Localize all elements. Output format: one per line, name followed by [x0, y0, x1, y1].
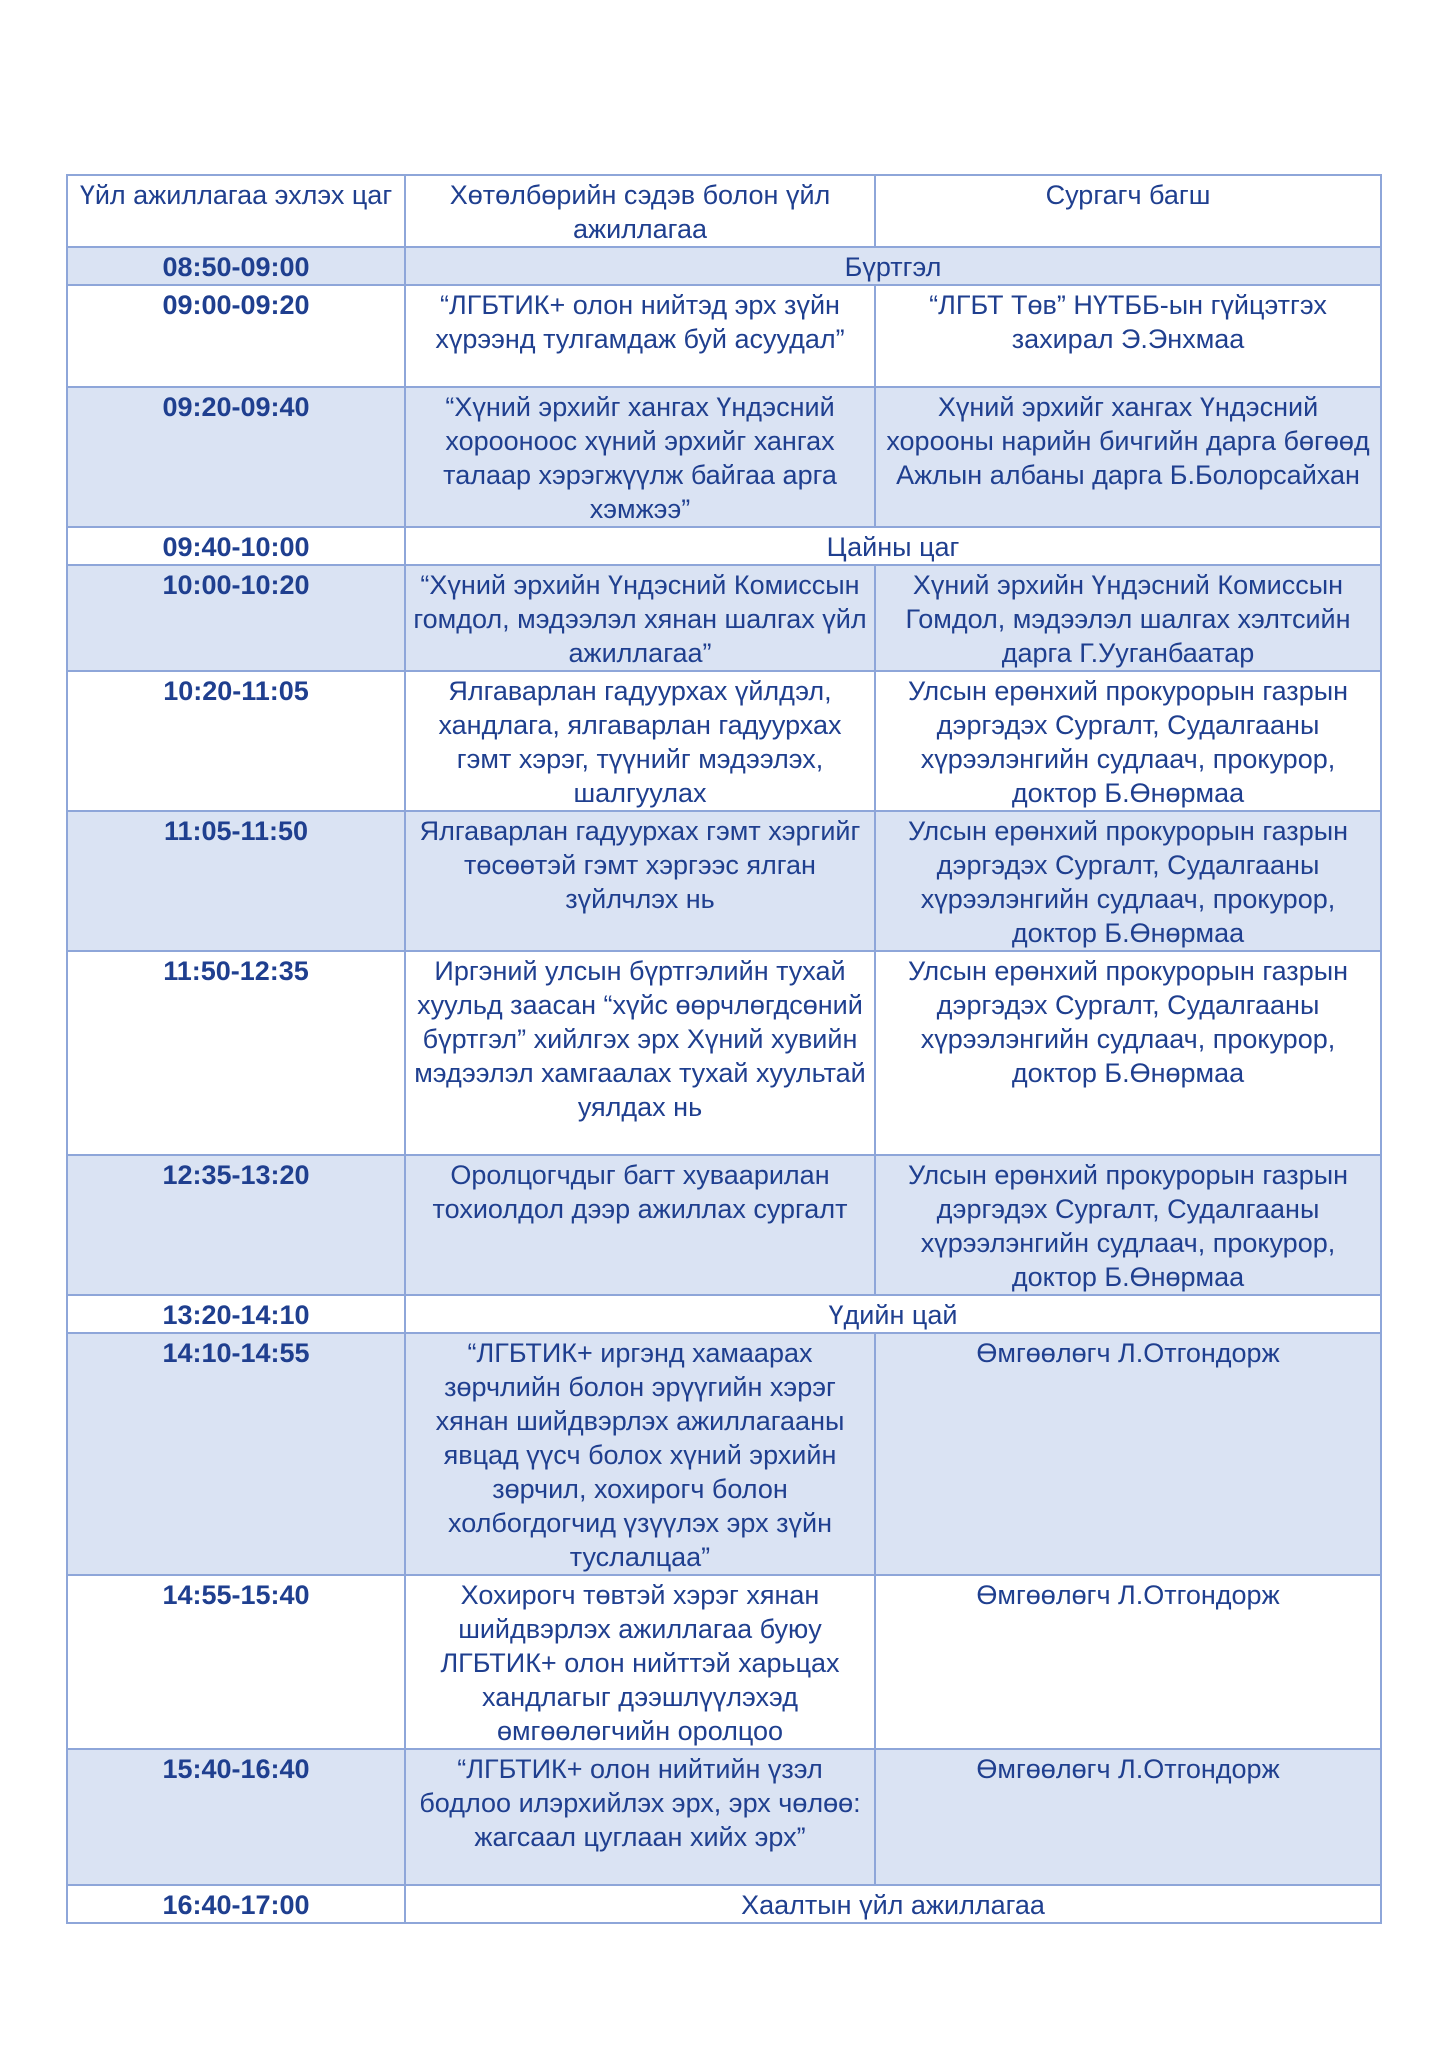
topic-cell: “ЛГБТИК+ олон нийтэд эрх зүйн хүрээнд тулгамдаж буй асуудал” [405, 285, 875, 387]
topic-cell: Ялгаварлан гадуурхах үйлдэл, хандлага, ялгаварлан гадуурхах гэмт хэрэг, түүнийг мэдээлэх, шалгуулах [405, 671, 875, 811]
topic-cell: “Хүний эрхийг хангах Үндэсний хорооноос хүний эрхийг хангах талаар хэрэгжүүлж байгаа арга хэмжээ” [405, 387, 875, 527]
table-row [67, 1575, 1381, 1749]
trainer-cell: Хүний эрхийг хангах Үндэсний хорооны нарийн бичгийн дарга бөгөөд Ажлын албаны дарга Б.Болорсайхан [875, 387, 1381, 527]
time-cell: 09:40-10:00 [67, 527, 405, 565]
table-row [67, 1333, 1381, 1575]
time-cell: 11:05-11:50 [67, 811, 405, 951]
table-row [67, 1295, 1381, 1333]
time-cell: 12:35-13:20 [67, 1155, 405, 1295]
table-row [67, 247, 1381, 285]
time-cell: 10:20-11:05 [67, 671, 405, 811]
time-cell: 13:20-14:10 [67, 1295, 405, 1333]
time-cell: 16:40-17:00 [67, 1885, 405, 1923]
table-row [67, 951, 1381, 1155]
trainer-cell: Өмгөөлөгч Л.Отгондорж [875, 1333, 1381, 1575]
trainer-cell: Улсын ерөнхий прокурорын газрын дэргэдэх Сургалт, Судалгааны хүрээлэнгийн судлаач, прокурор, доктор Б.Өнөрмаа [875, 811, 1381, 951]
time-cell: 09:20-09:40 [67, 387, 405, 527]
topic-cell: Оролцогчдыг багт хуваарилан тохиолдол дээр ажиллах сургалт [405, 1155, 875, 1295]
topic-cell: Иргэний улсын бүртгэлийн тухай хуульд заасан “хүйс өөрчлөгдсөний бүртгэл” хийлгэх эрх Хүний хувийн мэдээлэл хамгаалах тухай хуультай уялдах нь [405, 951, 875, 1155]
table-row [67, 811, 1381, 951]
table-row [67, 285, 1381, 387]
table-row [67, 671, 1381, 811]
topic-cell: Ялгаварлан гадуурхах гэмт хэргийг төсөөтэй гэмт хэргээс ялган зүйлчлэх нь [405, 811, 875, 951]
trainer-cell: Улсын ерөнхий прокурорын газрын дэргэдэх Сургалт, Судалгааны хүрээлэнгийн судлаач, прокурор, доктор Б.Өнөрмаа [875, 951, 1381, 1155]
activity-cell: Цайны цаг [405, 527, 1381, 565]
trainer-cell: Өмгөөлөгч Л.Отгондорж [875, 1749, 1381, 1885]
time-cell: 11:50-12:35 [67, 951, 405, 1155]
table-row [67, 527, 1381, 565]
activity-cell: Үдийн цай [405, 1295, 1381, 1333]
header-trainer: Сургагч багш [875, 175, 1381, 247]
time-cell: 09:00-09:20 [67, 285, 405, 387]
table-row [67, 1885, 1381, 1923]
table-row [67, 387, 1381, 527]
time-cell: 14:10-14:55 [67, 1333, 405, 1575]
table-row [67, 1155, 1381, 1295]
topic-cell: Хохирогч төвтэй хэрэг хянан шийдвэрлэх ажиллагаа буюу ЛГБТИК+ олон нийттэй харьцах хандлагыг дээшлүүлэхэд өмгөөлөгчийн оролцоо [405, 1575, 875, 1749]
table-row [67, 565, 1381, 671]
topic-cell: “ЛГБТИК+ иргэнд хамаарах зөрчлийн болон эрүүгийн хэрэг хянан шийдвэрлэх ажиллагааны явцад үүсч болох хүний эрхийн зөрчил, хохирогч болон холбогдогчид үзүүлэх эрх зүйн туслалцаа” [405, 1333, 875, 1575]
topic-cell: “Хүний эрхийн Үндэсний Комиссын гомдол, мэдээлэл хянан шалгах үйл ажиллагаа” [405, 565, 875, 671]
table-row [67, 1749, 1381, 1885]
activity-cell: Хаалтын үйл ажиллагаа [405, 1885, 1381, 1923]
trainer-cell: Улсын ерөнхий прокурорын газрын дэргэдэх Сургалт, Судалгааны хүрээлэнгийн судлаач, прокурор, доктор Б.Өнөрмаа [875, 1155, 1381, 1295]
trainer-cell: “ЛГБТ Төв” НҮТББ-ын гүйцэтгэх захирал Э.Энхмаа [875, 285, 1381, 387]
trainer-cell: Улсын ерөнхий прокурорын газрын дэргэдэх Сургалт, Судалгааны хүрээлэнгийн судлаач, прокурор, доктор Б.Өнөрмаа [875, 671, 1381, 811]
header-time: Үйл ажиллагаа эхлэх цаг [67, 175, 405, 247]
time-cell: 15:40-16:40 [67, 1749, 405, 1885]
time-cell: 14:55-15:40 [67, 1575, 405, 1749]
trainer-cell: Хүний эрхийн Үндэсний Комиссын Гомдол, мэдээлэл шалгах хэлтсийн дарга Г.Ууганбаатар [875, 565, 1381, 671]
header-topic: Хөтөлбөрийн сэдэв болон үйл ажиллагаа [405, 175, 875, 247]
schedule-table [66, 174, 1382, 1924]
topic-cell: “ЛГБТИК+ олон нийтийн үзэл бодлоо илэрхийлэх эрх, эрх чөлөө: жагсаал цуглаан хийх эрх” [405, 1749, 875, 1885]
time-cell: 10:00-10:20 [67, 565, 405, 671]
trainer-cell: Өмгөөлөгч Л.Отгондорж [875, 1575, 1381, 1749]
table-header-row [67, 175, 1381, 247]
time-cell: 08:50-09:00 [67, 247, 405, 285]
activity-cell: Бүртгэл [405, 247, 1381, 285]
